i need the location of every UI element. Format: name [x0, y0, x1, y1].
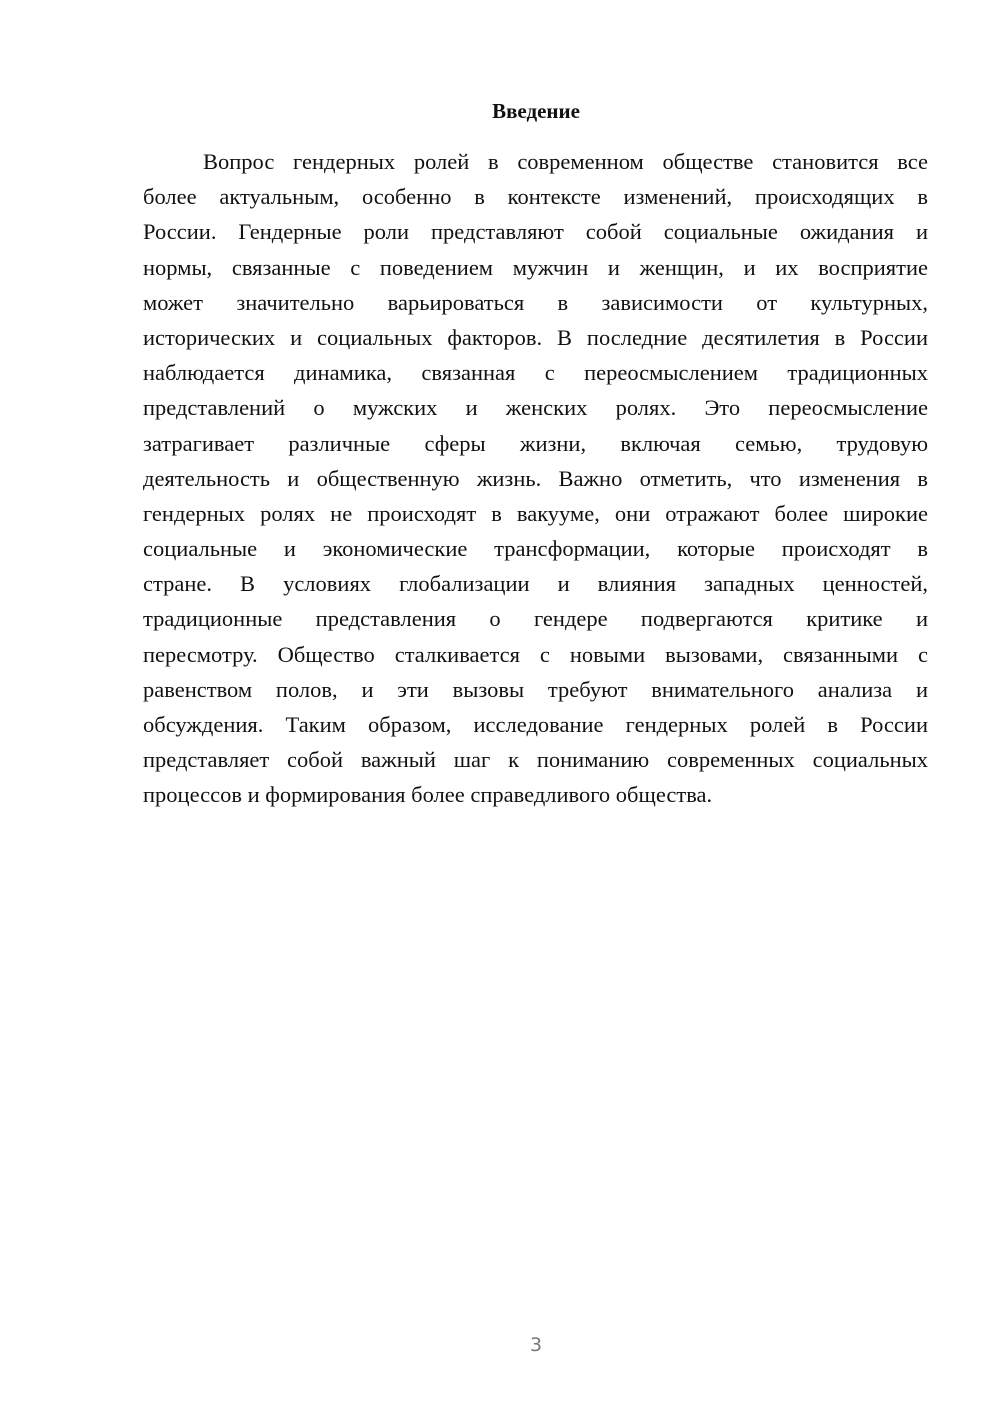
paragraph-line: России. Гендерные роли представляют собой социальные ожидания и: [143, 219, 928, 245]
paragraph-line: наблюдается динамика, связанная с переосмыслением традиционных: [143, 360, 928, 386]
paragraph-line: представляет собой важный шаг к пониманию современных социальных: [143, 747, 928, 773]
paragraph-line: равенством полов, и эти вызовы требуют внимательного анализа и: [143, 676, 928, 702]
paragraph-line: исторических и социальных факторов. В последние десятилетия в России: [143, 324, 928, 350]
paragraph-line: стране. В условиях глобализации и влияния западных ценностей,: [143, 571, 928, 597]
paragraph-line: может значительно варьироваться в зависимости от культурных,: [143, 289, 928, 315]
introduction-paragraph: [143, 144, 928, 813]
paragraph-line: нормы, связанные с поведением мужчин и женщин, и их восприятие: [143, 254, 928, 280]
paragraph-line: гендерных ролях не происходят в вакууме, они отражают более широкие: [143, 500, 928, 526]
section-heading: Введение: [492, 99, 580, 123]
paragraph-line: представлений о мужских и женских ролях. Это переосмысление: [143, 395, 928, 421]
page-number: 3: [529, 1334, 543, 1356]
paragraph-line: социальные и экономические трансформации, которые происходят в: [143, 536, 928, 562]
paragraph-line: более актуальным, особенно в контексте изменений, происходящих в: [143, 184, 928, 210]
paragraph-line: пересмотру. Общество сталкивается с новыми вызовами, связанными с: [143, 641, 928, 667]
paragraph-line: обсуждения. Таким образом, исследование гендерных ролей в России: [143, 712, 928, 737]
paragraph-line: деятельность и общественную жизнь. Важно отметить, что изменения в: [143, 465, 928, 491]
paragraph-line: процессов и формирования более справедливого общества.: [143, 782, 713, 808]
paragraph-line: затрагивает различные сферы жизни, включая семью, трудовую: [143, 430, 928, 456]
paragraph-line: традиционные представления о гендере подвергаются критике и: [143, 606, 928, 632]
paragraph-line: Вопрос гендерных ролей в современном обществе становится все: [203, 149, 928, 174]
